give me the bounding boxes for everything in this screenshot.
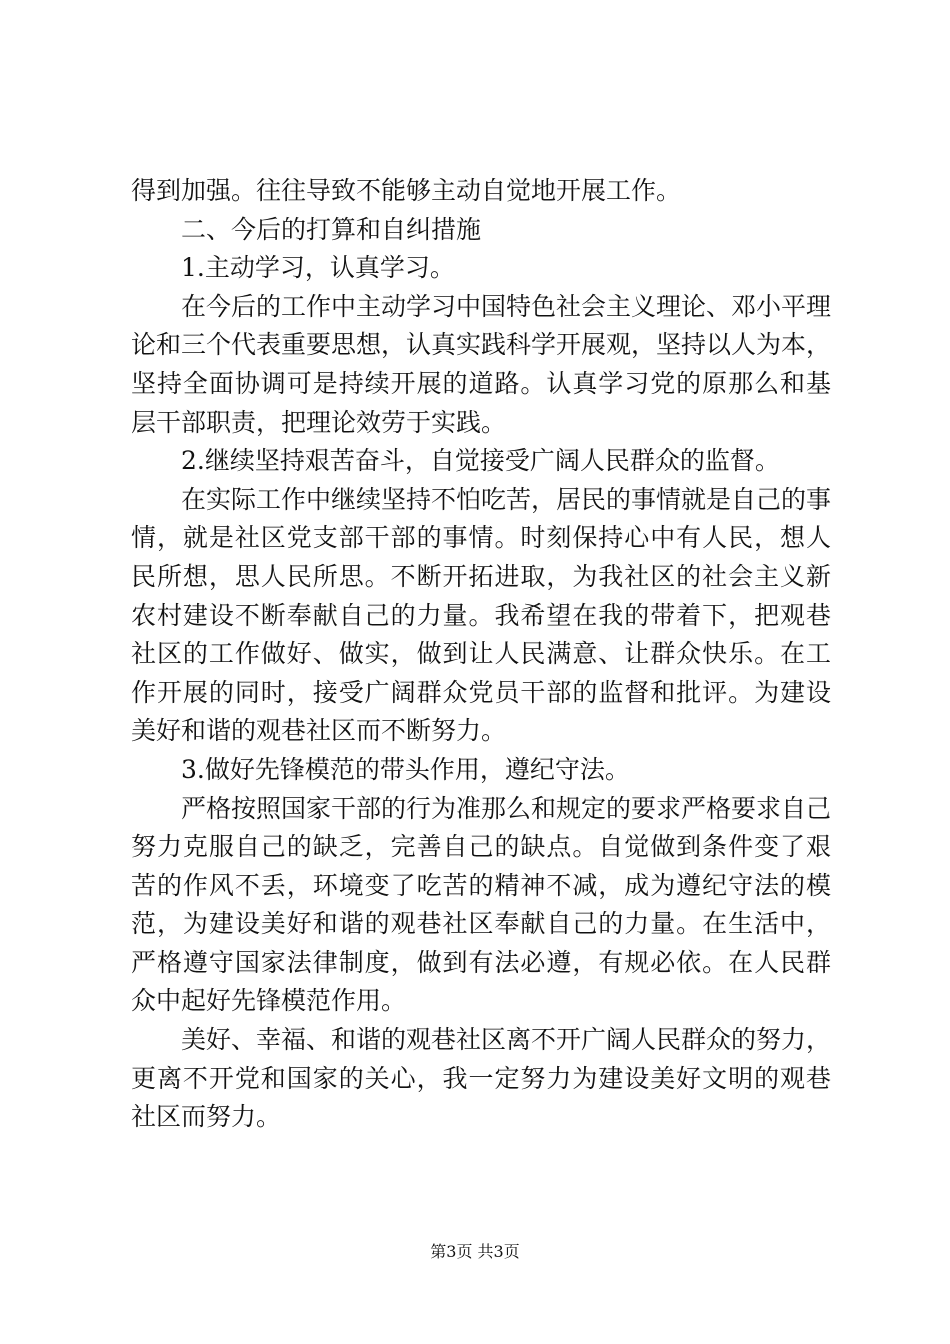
text-line: 作开展的同时，接受广阔群众党员干部的监督和批评。为建设 [131,677,831,707]
text-line: 美好和谐的观巷社区而不断努力。 [131,716,507,746]
page-footer: 第3页 共3页 [430,1242,520,1261]
text-line: 社区的工作做好、做实，做到让人民满意、让群众快乐。在工 [131,639,831,669]
text-line: 在今后的工作中主动学习中国特色社会主义理论、邓小平理 [131,291,832,321]
text-line: 3.做好先锋模范的带头作用，遵纪守法。 [131,754,630,784]
text-line: 更离不开党和国家的关心，我一定努力为建设美好文明的观巷 [131,1063,831,1093]
text-line: 民所想，思人民所思。不断开拓进取，为我社区的社会主义新 [131,561,831,591]
text-line: 2.继续坚持艰苦奋斗，自觉接受广阔人民群众的监督。 [131,446,780,476]
text-line: 苦的作风不丢，环境变了吃苦的精神不减，成为遵纪守法的模 [131,870,831,900]
text-line: 层干部职责，把理论效劳于实践。 [131,407,507,437]
text-line: 严格遵守国家法律制度，做到有法必遵，有规必依。在人民群 [131,947,831,977]
text-line: 社区而努力。 [131,1102,282,1132]
text-line: 1.主动学习，认真学习。 [131,253,455,283]
text-line: 努力克服自己的缺乏，完善自己的缺点。自觉做到条件变了艰 [131,832,831,862]
text-line: 论和三个代表重要思想，认真实践科学开展观，坚持以人为本， [131,330,832,360]
text-line: 得到加强。往往导致不能够主动自觉地开展工作。 [131,176,682,205]
text-line: 二、今后的打算和自纠措施 [131,214,482,244]
text-line: 情，就是社区党支部干部的事情。时刻保持心中有人民，想人 [131,523,831,553]
text-line: 范，为建设美好和谐的观巷社区奉献自己的力量。在生活中， [131,909,831,939]
document-body [131,172,831,1137]
text-line: 美好、幸福、和谐的观巷社区离不开广阔人民群众的努力， [131,1025,832,1055]
text-line: 在实际工作中继续坚持不怕吃苦，居民的事情就是自己的事 [131,484,832,514]
text-line: 严格按照国家干部的行为准那么和规定的要求严格要求自己 [131,793,832,823]
text-line: 坚持全面协调可是持续开展的道路。认真学习党的原那么和基 [131,368,831,398]
text-line: 众中起好先锋模范作用。 [131,986,407,1016]
text-line: 农村建设不断奉献自己的力量。我希望在我的带着下，把观巷 [131,600,831,630]
